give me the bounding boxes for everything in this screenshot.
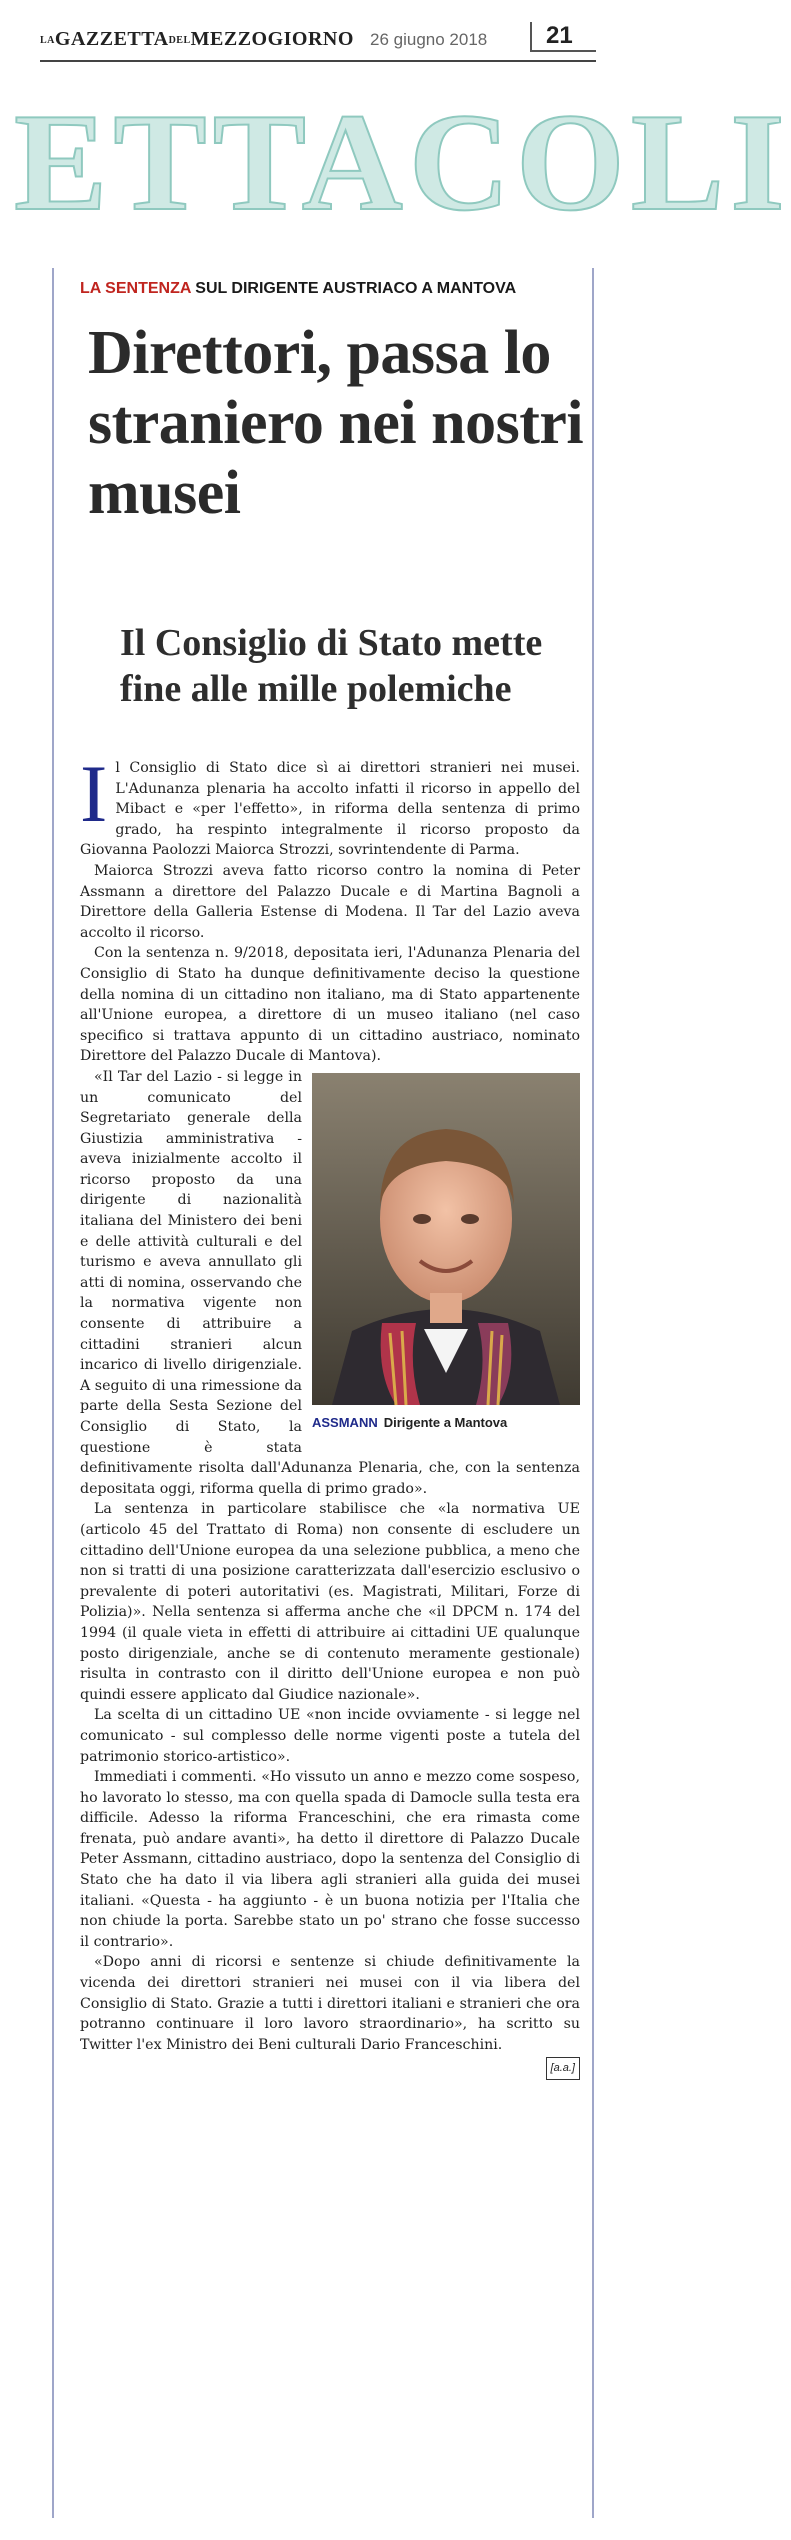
article-headline: Direttori, passa lo straniero nei nostri musei (88, 319, 584, 527)
portrait-photo (312, 1073, 580, 1405)
header-divider (40, 60, 596, 62)
author-signature: [a.a.] (546, 2057, 580, 2080)
article-subheadline: Il Consiglio di Stato mette fine alle mille polemiche (120, 622, 543, 710)
article-body (80, 748, 580, 2080)
photo-block (312, 1073, 580, 1434)
section-label: ETTACOLI (14, 85, 791, 240)
issue-date: 26 giugno 2018 (370, 30, 488, 49)
paragraph-1: Il Consiglio di Stato dice sì ai direttori stranieri nei musei. L'Adunanza plenaria ha accolto infatti il ricorso in appello del Mibact e «per l'effetto», in riforma della sentenza di primo grado, ha respinto integralmente il ricorso proposto da Giovanna Paolozzi Maiorca Strozzi, sovrintendente di Parma. (80, 748, 580, 859)
signature-row (80, 2057, 580, 2080)
paragraph-5: La sentenza in particolare stabilisce che «la normativa UE (articolo 45 del Trattato di Roma) non consente di escludere un cittadino dell'Unione europea da una selezione pubblica, a meno che non si tratti di una posizione caratterizzata dall'esercizio esclusivo o prevalente di poteri autoritativi (es. Magistrati, Militari, Forze di Polizia)». Nella sentenza si afferma anche che «il DPCM n. 174 del 1994 (il quale vieta in effetti di attribuire ai cittadini UE qualunque posto dirigenziale, anche se di contenuto meramente gestionale) risulta in contrasto con il diritto dell'Unione europea e non può quindi essere applicato dal Giudice nazionale». (80, 1501, 580, 1703)
article-kicker (80, 280, 516, 298)
page-header (40, 20, 620, 54)
kicker-topic: LA SENTENZA (80, 280, 191, 297)
masthead (40, 28, 354, 51)
paragraph-8: «Dopo anni di ricorsi e sentenze si chiude definitivamente la vicenda dei direttori stranieri nei musei con il via libera del Consiglio di Stato. Grazie a tutti i direttori italiani e stranieri che ora potranno continuare il loro lavoro straordinario», ha scritto su Twitter l'ex Ministro dei Beni culturali Dario Franceschini. (80, 1954, 580, 2053)
paragraph-7: Immediati i commenti. «Ho vissuto un anno e mezzo come sospeso, ho lavorato lo stesso, ma con quella spada di Damocle sulla testa era difficile. Adesso la riforma Franceschini, che era rimasta come frenata, può andare avanti», ha detto il direttore di Palazzo Ducale Peter Assmann, cittadino austriaco, dopo la sentenza del Consiglio di Stato che ha dato il via libera agli stranieri alla guida dei musei italiani. «Questa - ha aggiunto - è un buona notizia per l'Italia che non chiude la porta. Sarebbe stato un po' strano che fosse successo il contrario». (80, 1769, 580, 1950)
caption-role: Dirigente a Mantova (383, 1414, 508, 1430)
paragraph-3: Con la sentenza n. 9/2018, depositata ieri, l'Adunanza Plenaria del Consiglio di Stato ha dunque definitivamente deciso la questione della nomina di un cittadino non italiano, ma di Stato appartenente all'Unione europea, a direttore di un museo italiano (nel caso specifico si trattava appunto di un cittadino austriaco, nominato Direttore del Palazzo Ducale di Mantova). (80, 945, 580, 1065)
paragraph-2: Maiorca Strozzi aveva fatto ricorso contro la nomina di Peter Assmann a direttore del Palazzo Ducale e di Martina Bagnoli a Direttore della Galleria Estense di Modena. Il Tar del Lazio aveva accolto il ricorso. (80, 862, 580, 941)
page-number-box (530, 22, 596, 52)
masthead-del: DEL (168, 34, 191, 46)
paragraph-4: ASSMANN Dirigente a Mantova «Il Tar del Lazio - si legge in un comunicato del Segretariato generale della Giustizia amministrativa - aveva inizialmente accolto il ricorso proposto da una dirigente di nazionalità italiana del Ministero dei beni e delle attività culturali e del turismo e aveva annullato gli atti di nomina, osservando che la normativa vigente non consente di attribuire a cittadini stranieri alcun incarico di livello dirigenziale. A seguito di una rimessione da parte della Sesta Sezione del Consiglio di Stato, la questione è stata definitivamente risolta dall'Adunanza Plenaria, che, con la sentenza depositata oggi, riforma quella di primo grado». (80, 1068, 580, 1497)
paragraph-6: La scelta di un cittadino UE «non incide ovviamente - si legge nel comunicato - sul complesso delle norme vigenti poste a tutela del patrimonio storico-artistico». (80, 1707, 580, 1765)
section-banner (14, 85, 791, 240)
masthead-mezzogiorno: MEZZOGIORNO (190, 28, 354, 50)
caption-name: ASSMANN (312, 1414, 378, 1430)
masthead-gazzetta: GAZZETTA (54, 28, 169, 50)
masthead-la: LA (40, 34, 55, 46)
page-number: 21 (546, 22, 573, 49)
drop-cap: I (80, 748, 108, 839)
photo-caption (312, 1413, 580, 1434)
kicker-text: SUL DIRIGENTE AUSTRIACO A MANTOVA (195, 280, 517, 297)
